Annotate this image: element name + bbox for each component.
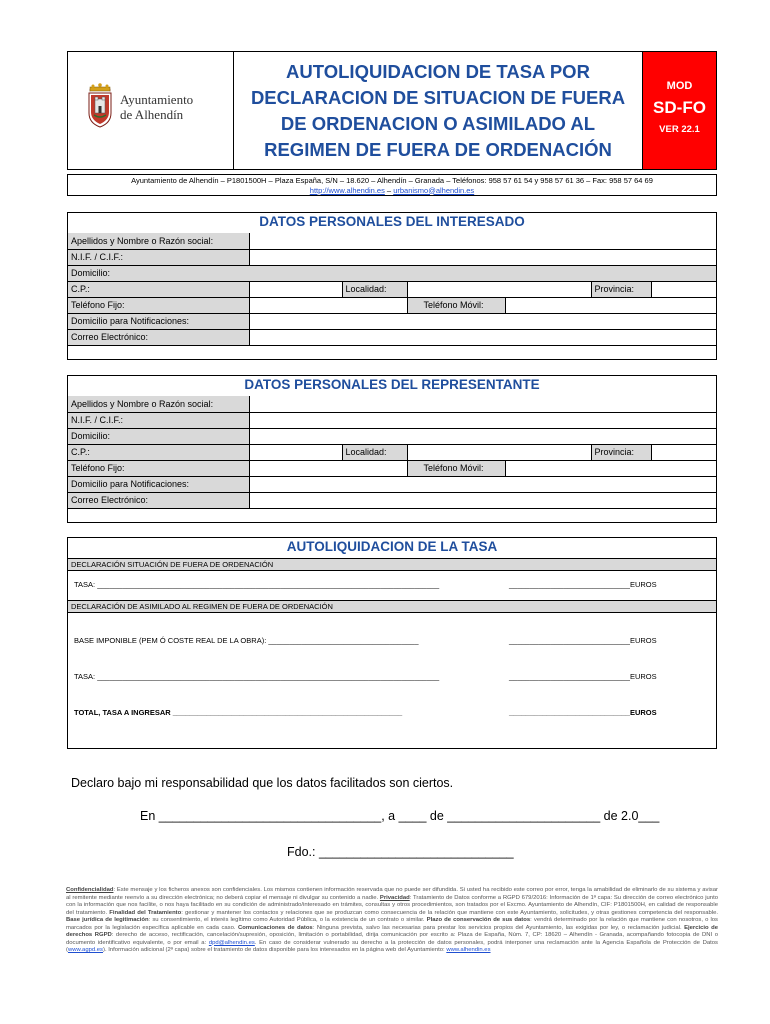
- provincia-field[interactable]: [652, 282, 717, 297]
- nif-field[interactable]: [249, 412, 716, 428]
- section-interesado: [67, 212, 717, 360]
- table-row: [68, 297, 716, 313]
- table-row: [68, 329, 716, 345]
- dpd-email-link[interactable]: dpd@alhendin.es: [208, 939, 255, 946]
- privacy-text: ). Información adicional (2ª capa) sobre el tratamiento de datos disponible para los interesados en la página web del Ayuntamiento:: [103, 947, 447, 953]
- subheader-fuera-ordenacion: DECLARACIÓN SITUACIÓN DE FUERA DE ORDENACIÓN: [68, 558, 716, 571]
- privacy-text: : gestionar y mantener los contactos y relaciones que se produzcan como consecuencia de la relación que mantiene con este Ayuntamiento, solicitudes, y otras gestiones competencia del responsable.: [181, 909, 719, 916]
- place-date-field[interactable]: En ________________________________, a ____ de ______________________ de 2.0___: [140, 809, 660, 823]
- total-tasa-amount[interactable]: _____________________________EUROS: [509, 708, 657, 717]
- coat-of-arms-icon: [84, 81, 116, 129]
- logo-line-2: de Alhendín: [120, 107, 184, 122]
- privacy-heading: Finalidad del Tratamiento: [109, 909, 182, 916]
- model-version: VER 22.1: [659, 124, 700, 135]
- table-row: [68, 281, 716, 297]
- field-label: Teléfono Fijo:: [68, 460, 249, 476]
- table-row: [68, 476, 716, 492]
- localidad-field[interactable]: [407, 444, 591, 460]
- correo-field[interactable]: [249, 329, 716, 345]
- privacy-heading: Plazo de conservación de sus datos: [426, 917, 531, 923]
- model-badge: [642, 52, 716, 169]
- cp-field[interactable]: [249, 444, 342, 460]
- table-row: [68, 249, 716, 265]
- interesado-table: [68, 233, 716, 346]
- privacy-text: : su consentimiento, el interés legítimo como Autoridad Pública, o la existencia de un contrato o similar.: [148, 917, 427, 923]
- subheader-asimilado: DECLARACIÓN DE ASIMILADO AL REGIMEN DE FUERA DE ORDENACIÓN: [68, 600, 716, 613]
- privacy-notice: [66, 887, 718, 955]
- field-label: Teléfono Móvil:: [407, 297, 505, 313]
- section-autoliquidacion: [67, 537, 717, 749]
- table-row: [68, 492, 716, 508]
- model-label: MOD: [666, 80, 693, 92]
- document-header: [67, 51, 717, 170]
- model-code: SD-FO: [653, 98, 706, 117]
- field-label: Apellidos y Nombre o Razón social:: [68, 233, 249, 249]
- table-row: [68, 233, 716, 249]
- privacy-heading: Privacidad: [379, 894, 410, 901]
- privacy-text: : Ninguna prevista, salvo las necesarias para prestar los servicios propios del Ayuntamiento, las exigidas por ley, o reclamación judicial.: [312, 924, 685, 931]
- field-label: C.P.:: [68, 444, 249, 460]
- section-title: DATOS PERSONALES DEL INTERESADO: [259, 214, 525, 229]
- nombre-field[interactable]: [249, 396, 716, 412]
- field-label: Domicilio para Notificaciones:: [68, 476, 249, 492]
- logo-text: [120, 92, 232, 122]
- table-row: [68, 313, 716, 329]
- field-label: Domicilio para Notificaciones:: [68, 313, 249, 329]
- privacy-heading: Ejercicio de derechos RGPD: [66, 924, 718, 938]
- telefono-movil-field[interactable]: [505, 460, 716, 476]
- privacy-text: : Tratamiento de Datos conforme a RGPD 679/2016: Información de 1ª capa: Su dirección de correo electrónico junto con la información que nos facilite, o nos haya facilitado en su condición de administrado/interesado en trámites, consultas y otros procedimientos, son tratados por el Excmo. Ayuntamiento de Alhendín, CIF: P1801500H, en calidad de responsable del tratamiento.: [66, 894, 718, 916]
- total-tasa-field[interactable]: TOTAL, TASA A INGRESAR _______________________________________________________: [74, 708, 403, 717]
- field-label: Domicilio:: [68, 428, 249, 444]
- field-label: N.I.F. / C.I.F.:: [68, 412, 249, 428]
- table-row: [68, 396, 716, 412]
- nif-field[interactable]: [249, 249, 716, 265]
- field-label: Provincia:: [592, 445, 652, 460]
- tasa-2-amount[interactable]: _____________________________EUROS: [509, 672, 657, 681]
- field-label: Correo Electrónico:: [68, 492, 249, 508]
- contact-info: [67, 174, 717, 196]
- email-link[interactable]: urbanismo@alhendin.es: [393, 185, 475, 195]
- field-label: Correo Electrónico:: [68, 329, 249, 345]
- aepd-link[interactable]: www.agpd.es: [67, 947, 104, 953]
- field-label: Teléfono Fijo:: [68, 297, 249, 313]
- contact-separator: –: [384, 185, 394, 195]
- field-label: Localidad:: [342, 281, 407, 297]
- section-title: AUTOLIQUIDACION DE LA TASA: [286, 539, 498, 554]
- tasa-2-field[interactable]: TASA: __________________________________________________________________________________: [74, 672, 440, 681]
- privacy-heading: Comunicaciones de datos: [238, 924, 313, 931]
- logo-cell: [68, 52, 234, 169]
- nombre-field[interactable]: [249, 233, 716, 249]
- field-label: Provincia:: [592, 282, 652, 297]
- declaration-statement: Declaro bajo mi responsabilidad que los datos facilitados son ciertos.: [71, 776, 454, 790]
- telefono-fijo-field[interactable]: [249, 297, 407, 313]
- representante-table: [68, 396, 716, 509]
- tasa-1-field[interactable]: TASA: __________________________________________________________________________________: [74, 580, 440, 589]
- table-row: [68, 265, 716, 281]
- privacy-heading: Base jurídica de legitimación: [66, 917, 149, 923]
- contact-line: Ayuntamiento de Alhendín – P1801500H – Plaza España, S/N – 18.620 – Alhendín – Granada – Teléfonos: 958 57 61 54 y 958 57 61 36 – Fax: 958 57 64 69: [131, 176, 653, 185]
- domicilio-field[interactable]: Domicilio:: [68, 265, 716, 281]
- localidad-field[interactable]: [407, 281, 591, 297]
- provincia-cell: [591, 444, 716, 460]
- telefono-movil-field[interactable]: [505, 297, 716, 313]
- privacy-text: : Este mensaje y los ficheros anexos son confidenciales. Los mismos contienen información reservada que no puede ser difundida. Si usted ha recibido este correo por error, tenga la amabilidad de eliminarlo de su sistema y avisar al remitente mediante reenvío a su dirección electrónica; no deberá copiar el mensaje ni divulgar su contenido a nadie.: [66, 887, 718, 901]
- privacy-heading: Confidencialidad: [66, 887, 114, 893]
- base-imponible-field[interactable]: BASE IMPONIBLE (PEM Ó COSTE REAL DE LA OBRA): ____________________________________: [74, 636, 419, 645]
- domicilio-notificaciones-field[interactable]: [249, 476, 716, 492]
- field-label: Teléfono Móvil:: [407, 460, 505, 476]
- tasa-1-amount[interactable]: _____________________________EUROS: [509, 580, 657, 589]
- privacy-text: : vendrá determinado por la relación que mantiene con nosotros, o los marcados por la legislación específica aplicable en cada caso.: [66, 917, 719, 931]
- section-representante: [67, 375, 717, 523]
- table-row: [68, 428, 716, 444]
- provincia-cell: [591, 281, 716, 297]
- domicilio-field[interactable]: [249, 428, 716, 444]
- logo-line-1: Ayuntamiento: [120, 92, 194, 107]
- provincia-field[interactable]: [652, 445, 717, 460]
- telefono-fijo-field[interactable]: [249, 460, 407, 476]
- field-label: N.I.F. / C.I.F.:: [68, 249, 249, 265]
- base-imponible-amount[interactable]: _____________________________EUROS: [509, 636, 657, 645]
- table-row: [68, 444, 716, 460]
- correo-field[interactable]: [249, 492, 716, 508]
- website-link[interactable]: www.alhendin.es: [446, 947, 491, 953]
- field-label: C.P.:: [68, 281, 249, 297]
- signature-field[interactable]: Fdo.: ____________________________: [287, 845, 514, 859]
- field-label: Apellidos y Nombre o Razón social:: [68, 396, 249, 412]
- privacy-text: : derecho de acceso, rectificación, cancelación/supresión, oposición, limitación o portabilidad, dirija comunicación por escrito a: Plaza de España, Núm. 7, CP: 18620 – Alhendín - Granada, acompañando fotocopia de DNI o documento identificativo equivalente, o por email a:: [66, 932, 718, 946]
- website-link[interactable]: http://www.alhendin.es: [309, 185, 385, 195]
- privacy-text: . En caso de considerar vulnerado su derecho a la protección de datos personales, podrá interponer una reclamación ante la Agencia Española de Protección de Datos (: [66, 939, 718, 953]
- table-row: [68, 460, 716, 476]
- domicilio-notificaciones-field[interactable]: [249, 313, 716, 329]
- section-title: DATOS PERSONALES DEL REPRESENTANTE: [244, 377, 540, 392]
- document-title: AUTOLIQUIDACION DE TASA POR DECLARACION DE SITUACION DE FUERA DE ORDENACION O ASIMILADO AL REGIMEN DE FUERA DE ORDENACIÓN: [250, 60, 626, 160]
- title-cell: [234, 52, 642, 169]
- table-row: [68, 412, 716, 428]
- field-label: Localidad:: [342, 444, 407, 460]
- cp-field[interactable]: [249, 281, 342, 297]
